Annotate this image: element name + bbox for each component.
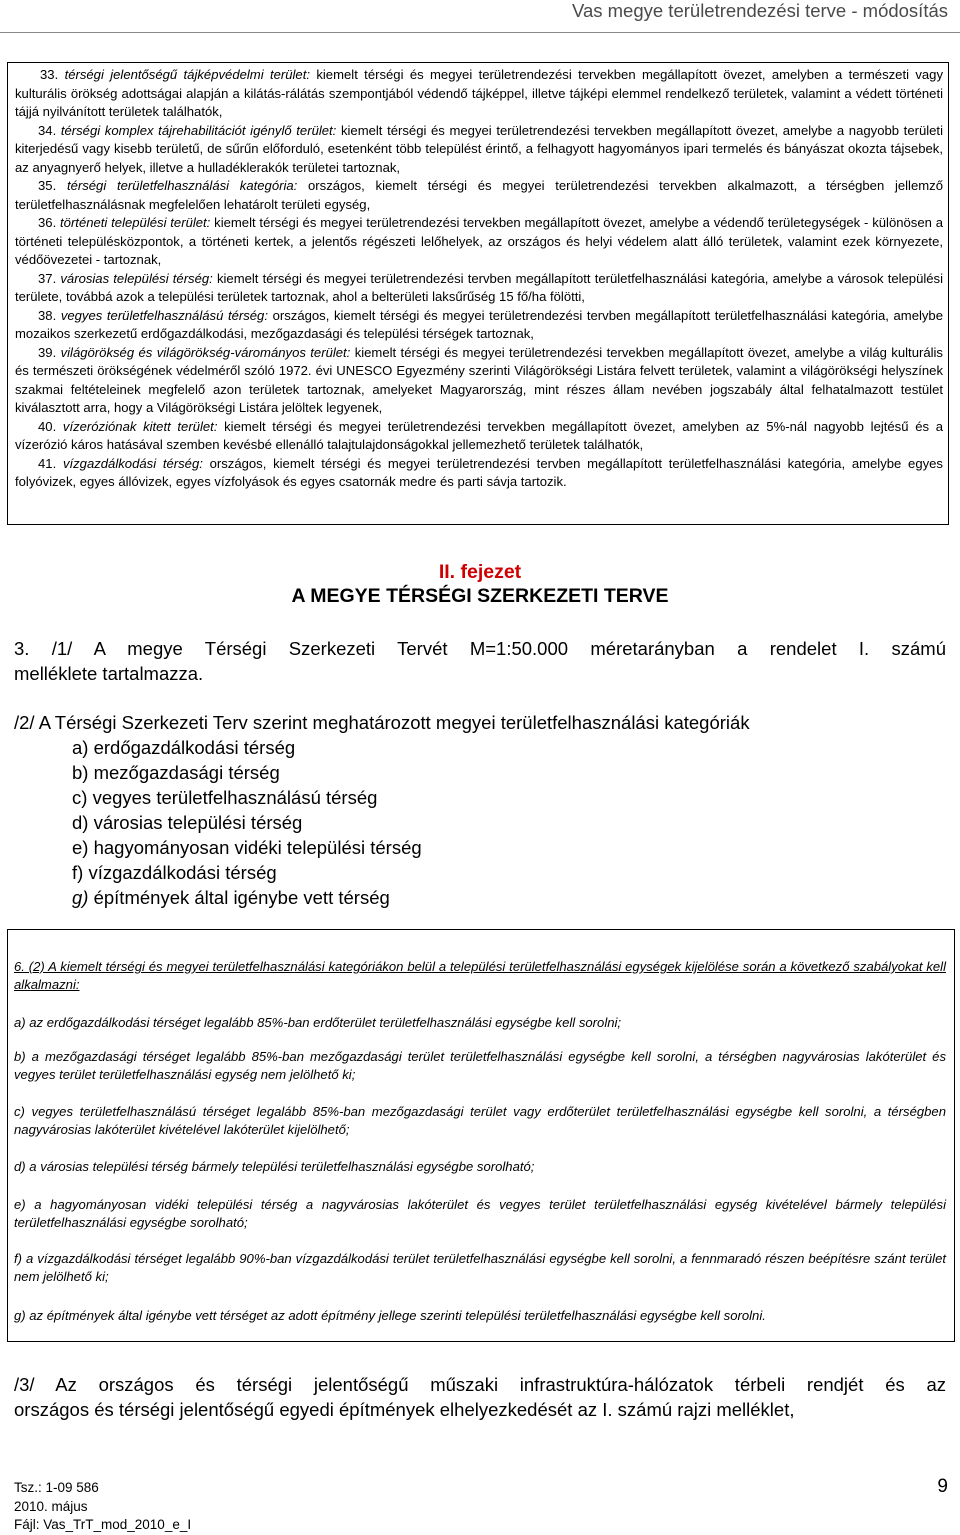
category-item: g) építmények által igénybe vett térség [72,887,390,908]
footer-tsz: Tsz.: 1-09 586 [14,1480,99,1495]
section-6-item-c: c) vegyes területfelhasználású térséget legalább 85%-ban mezőgazdasági terület vagy erdőterület területfelhasználási egységbe kell sorolni, a térségben nagyvárosias lakóterület kivételével lakóterület kijelölhető; [14,1104,946,1137]
footer-file: Fájl: Vas_TrT_mod_2010_e_I [14,1517,192,1532]
section-3-line-1: 3. /1/ A megye Térségi Szerkezeti Tervét M=1:50.000 méretarányban a rendelet I. számú [14,638,946,659]
category-item: d) városias települési térség [72,812,303,833]
section-3-p3-line-2: országos és térségi jelentőségű egyedi építmények elhelyezkedését az I. számú rajzi melléklet, [14,1399,795,1420]
section-6-item-f: f) a vízgazdálkodási térséget legalább 90%-ban vízgazdálkodási terület területfelhasználási egységbe kell sorolni, a fennmaradó részen beépítésre szánt terület nem jelölhető ki; [14,1251,946,1284]
section-6-item-a: a) az erdőgazdálkodási térséget legalább 85%-ban erdőterület területfelhasználási egységbe kell sorolni; [14,1015,622,1030]
definition-33: 33. térségi jelentőségű tájképvédelmi terület: kiemelt térségi és megyei területrendezési tervekben megállapított övezet, amelyben a természeti vagy kulturális örökség adottságai alapján a kilátás-rálátás szempontjából védendő tájképpel, illetve tájképi elemmel rendelkező területek, valamint a védett történeti tájjá nyilvánított területek találhatók, [15,67,944,119]
definition-38: 38. vegyes területfelhasználású térség: országos, kiemelt térségi és megyei területrendezési tervben megállapított területfelhasználási kategória, amelybe mozaikos szerkezetű erdőgazdálkodási, mezőgazdasági és települési térségek tartoznak, [15,307,943,341]
category-item: a) erdőgazdálkodási térség [72,737,296,758]
category-item: f) vízgazdálkodási térség [72,862,277,883]
category-item: e) hagyományosan vidéki települési térség [72,837,422,858]
page-footer [14,1479,191,1535]
section-6-intro: 6. (2) A kiemelt térségi és megyei területfelhasználási kategóriákon belül a települési területfelhasználási egységek kijelölése során a következő szabályokat kell alkalmazni: [14,959,946,992]
category-item: c) vegyes területfelhasználású térség [72,787,378,808]
page-number: 9 [937,1476,948,1497]
section-3-paragraph-3 [14,1372,946,1422]
section-3-line-2: melléklete tartalmazza. [14,663,204,684]
definition-37: 37. városias települési térség: kiemelt térségi és megyei területrendezési tervben megállapított területfelhasználási kategória, amelybe a városok települési területe, továbbá azok a települési területek tartoznak, ahol a belterületi laksűrűség 15 fő/ha fölötti, [15,270,944,304]
section-6-item-b: b) a mezőgazdasági térséget legalább 85%-ban mezőgazdasági terület területfelhasználási egységbe kell sorolni, a térségben nagyvárosias lakóterület és vegyes terület területfelhasználási egység nem jelölhető ki; [14,1049,946,1082]
definition-40: 40. vízeróziónak kitett terület: kiemelt térségi és megyei területrendezési tervekben megállapított övezet, amelyben az 5%-nál nagyobb lejtésű és a vízerózió káros hatásával szemben kevésbé ellenálló talajtulajdonságokkal jellemezhető területek találhatók, [15,418,943,452]
categories-intro: /2/ A Térségi Szerkezeti Terv szerint meghatározott megyei területfelhasználási kategóriák [14,712,750,733]
section-3-paragraph-2 [14,710,946,910]
category-item: b) mezőgazdasági térség [72,762,280,783]
header-divider [0,32,960,33]
chapter-number: II. fejezet [438,561,522,583]
section-6-item-e: e) a hagyományosan vidéki települési térség a nagyvárosias lakóterület és vegyes terület területfelhasználási egység kivételével bármely települési területfelhasználási egységbe sorolható; [14,1197,946,1230]
definition-35: 35. térségi területfelhasználási kategória: országos, kiemelt térségi és megyei területrendezési tervekben alkalmazott, a térségben jellemző területfelhasználásnak megfelelően lehatárolt területi egység, [15,178,943,212]
definition-41: 41. vízgazdálkodási térség: országos, kiemelt térségi és megyei területrendezési tervben megállapított területfelhasználási kategória, amelybe egyes folyóvizek, egyes állóvizek, egyes vízfolyások és egyes csatornák medre és parti sávja tartozik. [15,455,943,489]
definitions-list [15,66,943,492]
definition-34: 34. térségi komplex tájrehabilitációt igénylő terület: kiemelt térségi és megyei területrendezési tervekben megállapított övezet, amelybe a nagyobb területi kiterjedésű vagy kisebb területű, de sűrűn előforduló, esetenként több települést érintő, a felhagyott hagyományos ipari termelés és bányászat okozta tájsebek, az anyagnyerő helyek, illetve a hulladéklerakók területei tartoznak, [15,122,943,175]
definition-36: 36. történeti települési terület: kiemelt térségi és megyei területrendezési tervekben megállapított övezet, amelybe a védendő területegységek - különösen a történeti településközpontok, a történeti kertek, a jelentős régészeti lelőhelyek, az országos és helyi védelem alatt álló területek, valamint ezek környezete, védőövezetei - tartoznak, [15,215,943,267]
section-3-paragraph-1 [14,636,946,686]
section-6-item-d: d) a városias települési térség bármely települési területfelhasználási egységbe sorolható; [14,1159,535,1174]
definition-39: 39. világörökség és világörökség-várományos terület: kiemelt térségi és megyei területrendezési tervekben megállapított övezet, amelybe a világ kulturális és természeti örökségének védelméről szóló 1972. évi UNESCO Egyezmény szerinti Világörökségi Listára felvett területek, valamint a világörökségi helyszínek szakmai feltételeinek megfelelő azon területek tartoznak, amelyeket Magyarország, mint részes állam nevében jogszabály által felhatalmazott testület kiválasztott arra, hogy a Világörökségi Listára jelöltek legyenek, [15,344,943,415]
section-3-p3-line-1: /3/ Az országos és térségi jelentőségű műszaki infrastruktúra-hálózatok térbeli rendjét és az [14,1374,946,1395]
category-list [14,735,946,910]
section-6-item-g: g) az építmények által igénybe vett térséget az adott építmény jellege szerinti települési területfelhasználási egységbe kell sorolni. [14,1308,766,1323]
footer-date: 2010. május [14,1498,88,1514]
page-header-title: Vas megye területrendezési terve - módosítás [572,0,948,21]
chapter-title: A MEGYE TÉRSÉGI SZERKEZETI TERVE [291,585,669,607]
